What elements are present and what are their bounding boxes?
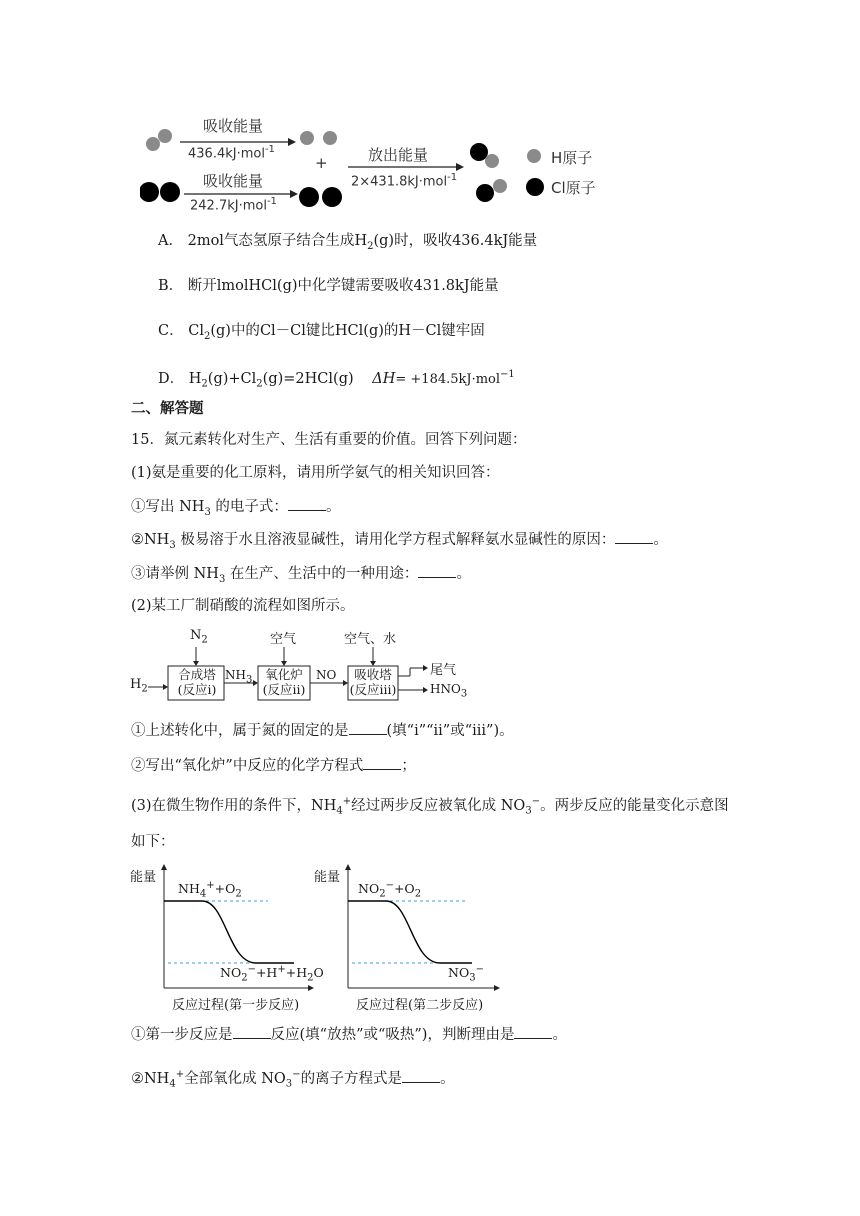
q15-p1-3: ③请举例 $NH_3$ 在生产、生活中的一种用途： 。: [131, 563, 471, 590]
energy-chart-step1: [128, 862, 324, 1014]
absorb2-value: 242.7kJ·mol$^{-1}$: [190, 196, 277, 214]
flow-tail-gas: 尾气: [430, 663, 457, 678]
q15-p2: (2)某工厂制硝酸的流程如图所示。: [131, 598, 355, 614]
q15-p3-2: $②NH_4^+$全部氧化成 $NO_3^-$的离子方程式是 。: [131, 1069, 455, 1090]
chart1-xlabel: 反应过程(第一步反应): [172, 998, 300, 1013]
option-c: C． $Cl_2(g)$中的Cl－Cl键比HCl(g)的H－Cl键牢固: [158, 323, 485, 342]
q15-p3-1: ①第一步反应是 反应(填“放热”或“吸热”)，判断理由是 。: [131, 1024, 567, 1045]
flow-n2: $N_2$: [190, 628, 208, 646]
energy-curve: [164, 901, 294, 963]
legend-h-atom: [527, 149, 541, 163]
h-atom: [493, 179, 507, 193]
nitric-acid-flow-diagram: [128, 628, 488, 704]
legend-h-label: H原子: [551, 149, 593, 167]
answer-blank[interactable]: [363, 755, 401, 770]
cl-atom: [476, 184, 494, 202]
plus-sign: +: [315, 154, 328, 172]
flow-h2: $H_2$: [130, 677, 148, 695]
q15-p2-1: ①上述转化中，属于氮的固定的是 (填“i”“ii”或“iii”)。: [131, 720, 514, 741]
legend-cl-atom: [526, 178, 544, 196]
answer-blank[interactable]: [615, 529, 653, 544]
chart2-xlabel: 反应过程(第二步反应): [356, 998, 484, 1013]
cl-atom: [470, 143, 488, 161]
absorb2-label: 吸收能量: [203, 172, 264, 190]
chart2-bottom-label: $NO_3^-$: [448, 964, 484, 984]
flow-air-water: 空气、水: [344, 632, 397, 647]
answer-blank[interactable]: [233, 1024, 271, 1039]
flow-nh3: $NH_3$: [225, 668, 253, 686]
h-atom: [323, 131, 337, 145]
chart1-ylabel: 能量: [130, 870, 157, 885]
box3-label: 吸收塔 (反应iii): [349, 667, 397, 697]
energy-chart-step2: [312, 862, 508, 1014]
h-atom: [146, 137, 160, 151]
box2-label: 氧化炉 (反应ii): [262, 667, 306, 697]
h-atom: [485, 154, 499, 168]
q15-p3: (3)在微生物作用的条件下，$NH_4^+$经过两步反应被氧化成 $NO_3^-$。两步反应的能量变化示意图: [131, 796, 729, 817]
answer-blank[interactable]: [402, 1068, 440, 1083]
chart1-top-label: $NH_4^++O_2$: [178, 880, 242, 900]
option-d: D． $H_2(g)+Cl_2(g)=2HCl(g)$ ΔH= +184.5kJ·mol$^{-1}$: [158, 369, 515, 390]
answer-blank[interactable]: [349, 720, 387, 735]
answer-blank[interactable]: [288, 496, 326, 511]
absorb1-label: 吸收能量: [203, 117, 264, 135]
h-atom: [300, 131, 314, 145]
box1-label: 合成塔 (反应i): [177, 667, 217, 697]
chart1-bottom-label: $NO_2^-+H^++H_2O$: [220, 964, 324, 984]
q15-p2-2: ②写出“氧化炉”中反应的化学方程式 ；: [131, 755, 416, 776]
option-b: B． 断开lmolHCl(g)中化学键需要吸收431.8kJ能量: [158, 278, 499, 294]
q15-p3-cont: 如下：: [131, 834, 175, 850]
release-label: 放出能量: [368, 146, 429, 164]
chart2-ylabel: 能量: [314, 870, 341, 885]
answer-blank[interactable]: [514, 1024, 552, 1039]
cl-atom: [299, 187, 319, 207]
energy-curve: [348, 901, 472, 963]
bond-energy-diagram: [140, 110, 620, 220]
q15-p1-2: $②NH_3$ 极易溶于水且溶液显碱性，请用化学方程式解释氨水显碱性的原因： 。: [131, 529, 668, 556]
cl-atom: [322, 187, 342, 207]
flow-air: 空气: [270, 632, 297, 647]
flow-hno3: $HNO_3$: [430, 682, 468, 700]
q15-p1-1: ①写出 $NH_3$ 的电子式： 。: [131, 496, 340, 523]
cl-atom: [140, 182, 159, 202]
q15-intro: 15．氮元素转化对生产、生活有重要的价值。回答下列问题：: [131, 432, 527, 448]
option-a: A． 2mol气态氢原子结合生成$H_2(g)$时，吸收436.4kJ能量: [158, 233, 538, 252]
q15-p1: (1)氨是重要的化工原料，请用所学氨气的相关知识回答：: [131, 465, 500, 481]
chart2-top-label: $NO_2^-+O_2$: [358, 880, 422, 900]
legend-cl-label: Cl原子: [551, 179, 596, 197]
release-value: 2×431.8kJ·mol$^{-1}$: [351, 172, 458, 190]
absorb1-value: 436.4kJ·mol$^{-1}$: [188, 144, 275, 162]
h-atom: [158, 129, 172, 143]
section-title: 二、解答题: [131, 400, 204, 417]
answer-blank[interactable]: [418, 563, 456, 578]
cl-atom: [160, 182, 180, 202]
flow-no: NO: [316, 668, 337, 682]
